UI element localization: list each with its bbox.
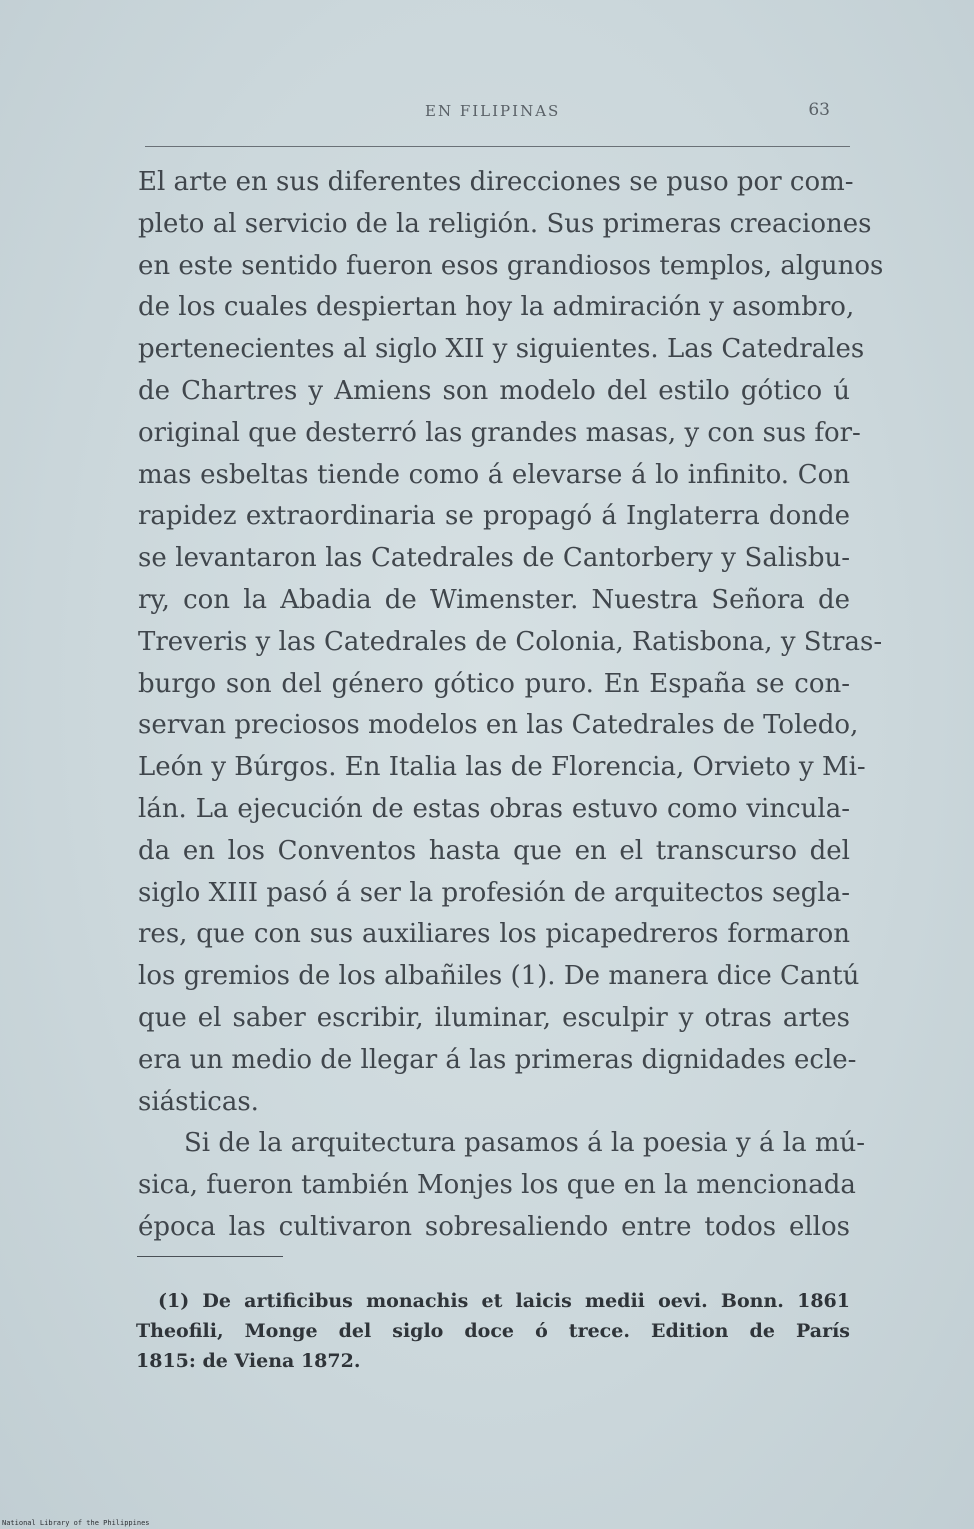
footnote-line: Theofili, Monge del siglo doce ó trece. Edition de París xyxy=(136,1320,850,1342)
text-line: que el saber escribir, iluminar, esculpir y otras artes xyxy=(138,1002,850,1033)
text-line: de Chartres y Amiens son modelo del estilo gótico ú xyxy=(138,375,850,406)
text-line: pertenecientes al siglo XII y siguientes. Las Catedrales xyxy=(138,334,865,365)
text-line: siglo XIII pasó á ser la profesión de arquitectos segla- xyxy=(138,877,850,908)
running-title: EN FILIPINAS xyxy=(425,102,561,120)
footnote-line: (1) De artificibus monachis et laicis medii oevi. Bonn. 1861 xyxy=(158,1290,850,1312)
text-line: ry, con la Abadia de Wimenster. Nuestra Señora de xyxy=(138,584,850,615)
running-head xyxy=(140,102,850,132)
text-line: rapidez extraordinaria se propagó á Inglaterra donde xyxy=(138,501,850,532)
footnote-rule xyxy=(137,1256,283,1257)
archive-credit: National Library of the Philippines xyxy=(2,1519,150,1527)
text-line: sica, fueron también Monjes los que en la mencionada xyxy=(138,1170,856,1201)
text-line: era un medio de llegar á las primeras dignidades ecle- xyxy=(138,1044,857,1075)
text-line: burgo son del género gótico puro. En España se con- xyxy=(138,668,850,699)
footnote-line: 1815: de Viena 1872. xyxy=(136,1350,361,1372)
header-rule xyxy=(145,146,850,147)
text-line: pleto al servicio de la religión. Sus primeras creaciones xyxy=(138,208,872,239)
text-line: lán. La ejecución de estas obras estuvo como vincula- xyxy=(138,793,850,824)
footnotes xyxy=(136,1286,850,1376)
text-line: los gremios de los albañiles (1). De manera dice Cantú xyxy=(138,961,860,992)
body-text xyxy=(138,162,884,1249)
text-line: El arte en sus diferentes direcciones se puso por com- xyxy=(138,167,854,197)
text-line: res, que con sus auxiliares los picapedreros formaron xyxy=(138,919,850,950)
text-line: época las cultivaron sobresaliendo entre todos ellos xyxy=(138,1211,850,1242)
text-line: de los cuales despiertan hoy la admiración y asombro, xyxy=(138,292,855,323)
text-line: Treveris y las Catedrales de Colonia, Ratisbona, y Stras- xyxy=(138,626,883,657)
paragraph-start-line: Si de la arquitectura pasamos á la poesia y á la mú- xyxy=(184,1128,866,1159)
text-line: en este sentido fueron esos grandiosos templos, algunos xyxy=(138,250,884,281)
paragraph-end-line: siásticas. xyxy=(138,1086,259,1117)
text-line: se levantaron las Catedrales de Cantorbery y Salisbu- xyxy=(138,543,850,574)
text-line: León y Búrgos. En Italia las de Florencia, Orvieto y Mi- xyxy=(138,752,866,783)
text-line: da en los Conventos hasta que en el transcurso del xyxy=(138,835,850,866)
page-number: 63 xyxy=(808,100,830,120)
text-line: servan preciosos modelos en las Catedrales de Toledo, xyxy=(138,710,859,741)
text-line: original que desterró las grandes masas, y con sus for- xyxy=(138,417,861,448)
text-line: mas esbeltas tiende como á elevarse á lo infinito. Con xyxy=(138,459,850,490)
